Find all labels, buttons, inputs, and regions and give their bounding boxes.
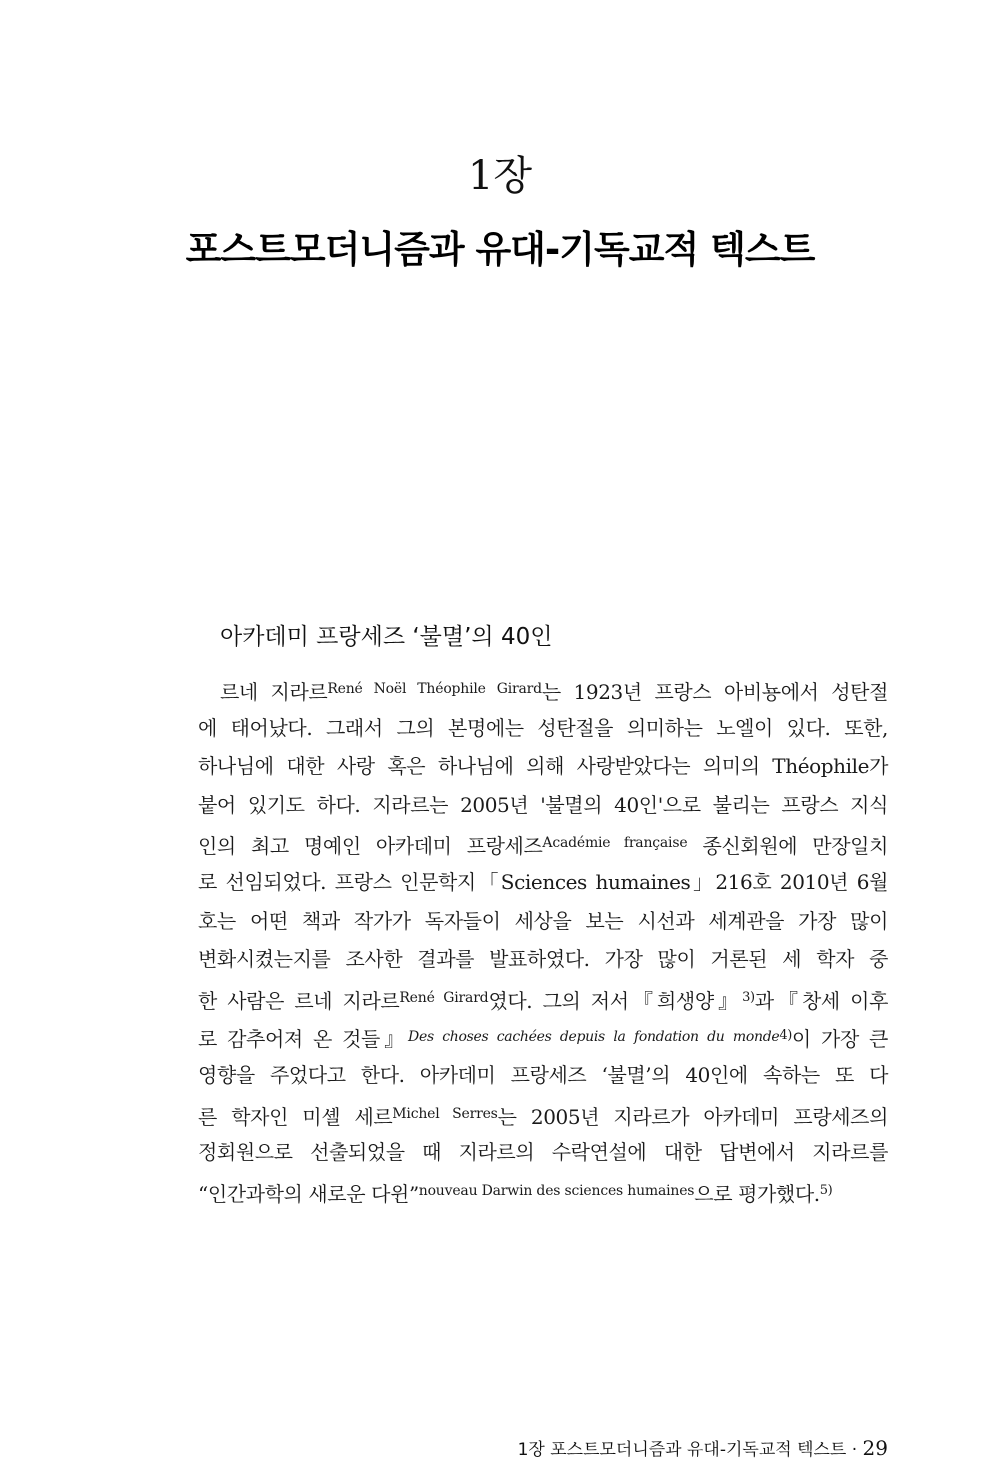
- body-line: [198, 1172, 888, 1211]
- chapter-title: 포스트모더니즘과 유대-기독교적 텍스트: [185, 228, 815, 271]
- text-run: 인의 최고 명예인 아카데미 프랑세즈: [198, 834, 543, 859]
- text-run: 로 감추어져 온 것들』: [198, 1027, 409, 1052]
- body-line: 에 태어났다. 그래서 그의 본명에는 성탄절을 의미하는 노엘이 있다. 또한,: [198, 715, 888, 740]
- text-run: 종신회원에 만장일치: [687, 834, 888, 859]
- running-footer: [518, 1436, 888, 1462]
- text-run: 는 2005년 지라르가 아카데미 프랑세즈의: [497, 1104, 889, 1129]
- body-line: [198, 979, 888, 1018]
- chapter-number: 1장: [467, 153, 533, 199]
- original-name-superscript: Michel Serres: [392, 1105, 498, 1122]
- body-line: 붙어 있기도 하다. 지라르는 2005년 '불멸의 40인'으로 불리는 프랑스 지식: [198, 792, 888, 817]
- text-run: “인간과학의 새로운 다윈”: [198, 1181, 419, 1206]
- footnote-marker: 3): [742, 989, 755, 1005]
- body-line: [198, 824, 888, 863]
- footnote-marker: 4): [779, 1028, 792, 1044]
- text-run: 한 사람은 르네 지라르: [198, 988, 400, 1013]
- original-name-superscript: Académie française: [542, 835, 688, 852]
- text-run: 으로 평가했다.: [694, 1181, 820, 1206]
- original-name-superscript: René Girard: [399, 989, 489, 1006]
- original-phrase-superscript: nouveau Darwin des sciences humaines: [418, 1182, 695, 1199]
- footnote-marker: 5): [819, 1182, 833, 1198]
- text-run: 르네 지라르: [220, 680, 328, 704]
- body-paragraph: [198, 670, 888, 1210]
- body-line: [198, 1095, 888, 1134]
- page-number: 29: [862, 1436, 888, 1460]
- running-title: 1장 포스트모더니즘과 유대-기독교적 텍스트 ·: [517, 1440, 863, 1460]
- text-run: 이 가장 큰: [791, 1027, 888, 1052]
- body-line: 변화시켰는지를 조사한 결과를 발표하였다. 가장 많이 거론된 세 학자 중: [198, 947, 888, 972]
- original-name-superscript: René Noël Théophile Girard: [327, 681, 542, 697]
- original-title-superscript: Des choses cachées depuis la fondation du monde: [408, 1029, 780, 1046]
- body-line: 정회원으로 선출되었을 때 지라르의 수락연설에 대한 답변에서 지라르를: [198, 1140, 888, 1165]
- text-run: 였다. 그의 저서『희생양』: [488, 988, 743, 1013]
- body-line: 영향을 주었다고 한다. 아카데미 프랑세즈 ‘불멸’의 40인에 속하는 또 다: [198, 1062, 888, 1087]
- section-heading: 아카데미 프랑세즈 ‘불멸’의 40인: [220, 624, 553, 650]
- body-line: [198, 1017, 888, 1056]
- text-run: 과『창세 이후: [754, 988, 889, 1013]
- body-line: [198, 670, 888, 709]
- text-run: 는 1923년 프랑스 아비뇽에서 성탄절: [541, 680, 888, 704]
- body-line: 호는 어떤 책과 작가가 독자들이 세상을 보는 시선과 세계관을 가장 많이: [198, 908, 888, 933]
- body-line: 로 선임되었다. 프랑스 인문학지「Sciences humaines」216호 2010년 6월: [198, 869, 888, 894]
- text-run: 른 학자인 미셸 세르: [198, 1104, 393, 1129]
- body-line: 하나님에 대한 사랑 혹은 하나님에 의해 사랑받았다는 의미의 Théophile가: [198, 754, 888, 779]
